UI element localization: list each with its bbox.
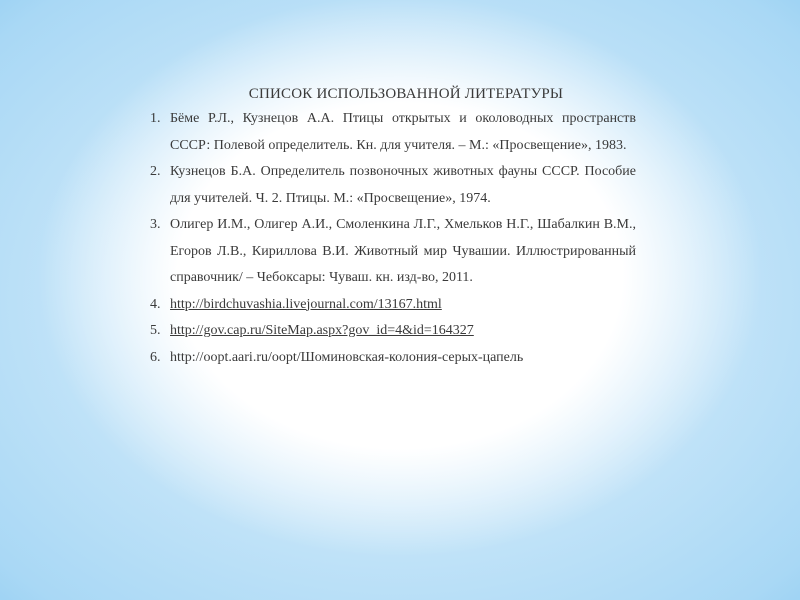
reference-text: Олигер И.М., Олигер А.И., Смоленкина Л.Г., Хмельков Н.Г., Шабалкин В.М., Егоров Л.В., Кириллова В.И. Животный мир Чувашии. Иллюстрированный справочник/ – Чебоксары: Чуваш. кн. изд-во, 2011. bbox=[170, 217, 636, 285]
list-item bbox=[146, 318, 636, 345]
page-title: СПИСОК ИСПОЛЬЗОВАННОЙ ЛИТЕРАТУРЫ bbox=[248, 86, 564, 102]
reference-link[interactable]: http://birdchuvashia.livejournal.com/13167.html bbox=[170, 296, 442, 312]
list-item-number: 3. bbox=[150, 217, 161, 232]
list-item-number: 2. bbox=[150, 164, 161, 179]
list-item bbox=[146, 106, 636, 159]
reference-text: Кузнецов Б.А. Определитель позвоночных животных фауны СССР. Пособие для учителей. Ч. 2. Птицы. М.: «Просвещение», 1974. bbox=[170, 164, 636, 206]
list-item-number: 6. bbox=[150, 349, 161, 365]
reference-link[interactable]: http://gov.cap.ru/SiteMap.aspx?gov_id=4&id=164327 bbox=[170, 323, 474, 338]
list-item bbox=[146, 292, 636, 319]
reference-text: Бёме Р.Л., Кузнецов А.А. Птицы открытых и околоводных пространств СССР: Полевой определитель. Кн. для учителя. – М.: «Просвещение», 1983. bbox=[170, 111, 636, 153]
list-item bbox=[146, 212, 636, 292]
list-item-number: 5. bbox=[150, 323, 161, 338]
list-item bbox=[146, 159, 636, 212]
list-item bbox=[146, 345, 636, 372]
reference-text: http://oopt.aari.ru/oopt/Шоминовская-колония-серых-цапель bbox=[170, 349, 524, 365]
list-item-number: 1. bbox=[150, 111, 161, 126]
reference-document bbox=[146, 84, 636, 371]
list-item-number: 4. bbox=[150, 296, 161, 312]
reference-list bbox=[146, 106, 636, 371]
